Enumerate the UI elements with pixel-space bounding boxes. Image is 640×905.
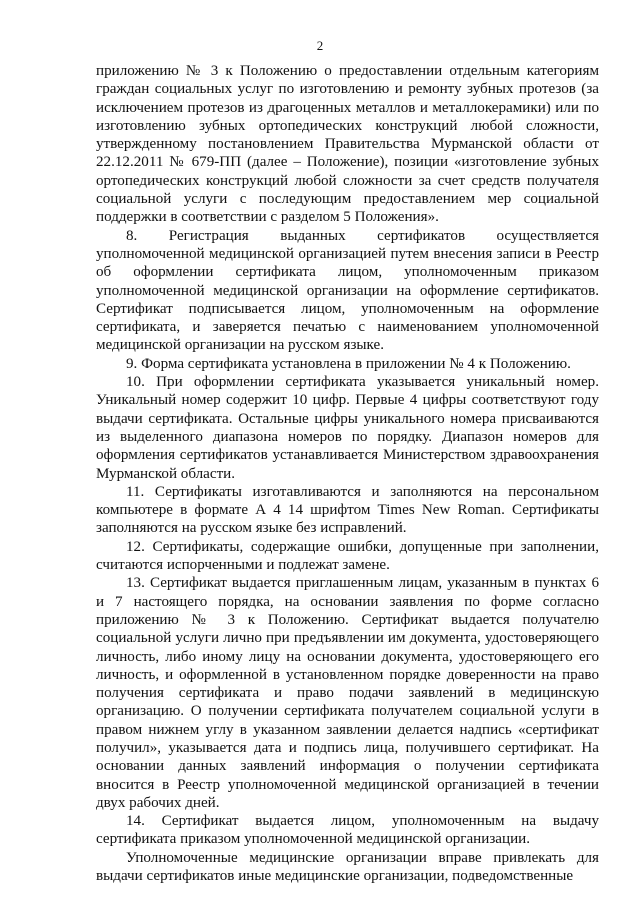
paragraph-12: 12. Сертификаты, содержащие ошибки, допущенные при заполнении, считаются испорченными и подлежат замене.: [96, 538, 599, 574]
paragraph-14: 14. Сертификат выдается лицом, уполномоченным на выдачу сертификата приказом уполномоченной медицинской организации.: [96, 813, 599, 848]
paragraph-11: 11. Сертификаты изготавливаются и заполняются на персональном компьютере в формате А 4 14 шрифтом Times New Roman. Сертификаты заполняются на русском языке без исправлений.: [96, 483, 599, 537]
paragraph-10: 10. При оформлении сертификата указывается уникальный номер. Уникальный номер содержит 10 цифр. Первые 4 цифры соответствуют году выдачи сертификата. Остальные цифры уникального номера присваиваются из выделенного диапазона номеров по порядку. Диапазон номеров для оформления сертификатов устанавливается Министерством здравоохранения Мурманской области.: [96, 374, 599, 482]
paragraph-13: 13. Сертификат выдается приглашенным лицам, указанным в пунктах 6 и 7 настоящего порядка, на основании заявления по форме согласно приложению № 3 к Положению. Сертификат выдается получателю социальной услуги лично при предъявлении им документа, удостоверяющего личность, либо иному лицу на основании документа, удостоверяющего его личность, и оформленной в установленном порядке доверенности на право получения сертификата и право подачи заявлений в медицинскую организацию. О получении сертификата получателем социальной услуги в правом нижнем углу в указанном заявлении делается надпись «сертификат получил», указывается дата и подпись лица, получившего сертификат. На основании данных заявлений информация о получении сертификата вносится в Реестр уполномоченной медицинской организацией в течении двух рабочих дней.: [96, 575, 599, 811]
paragraph-authorized-organizations: Уполномоченные медицинские организации вправе привлекать для выдачи сертификатов иные медицинские организации, подведомственные: [96, 849, 599, 885]
page-number: 2: [316, 38, 324, 53]
paragraph-9: 9. Форма сертификата установлена в приложении № 4 к Положению.: [126, 355, 571, 372]
document-body: [96, 62, 599, 885]
paragraph-8: 8. Регистрация выданных сертификатов осуществляется уполномоченной медицинской организацией путем внесения записи в Реестр об оформлении сертификата лицом, уполномоченным приказом уполномоченной медицинской организации на оформление сертификатов. Сертификат подписывается лицом, уполномоченным на оформление сертификата, и заверяется печатью с наименованием уполномоченной медицинской организации на русском языке.: [96, 227, 599, 354]
paragraph-continuation: приложению № 3 к Положению о предоставлении отдельным категориям граждан социальных услуг по изготовлению и ремонту зубных протезов (за исключением протезов из драгоценных металлов и металлокерамики) или по изготовлению зубных ортопедических конструкций любой сложности, утвержденному постановлением Правительства Мурманской области от 22.12.2011 № 679-ПП (далее – Положение), позиции «изготовление зубных ортопедических конструкций любой сложности за счет средств получателя социальной услуги с последующим предоставлением мер социальной поддержки в соответствии с разделом 5 Положения».: [96, 63, 599, 226]
